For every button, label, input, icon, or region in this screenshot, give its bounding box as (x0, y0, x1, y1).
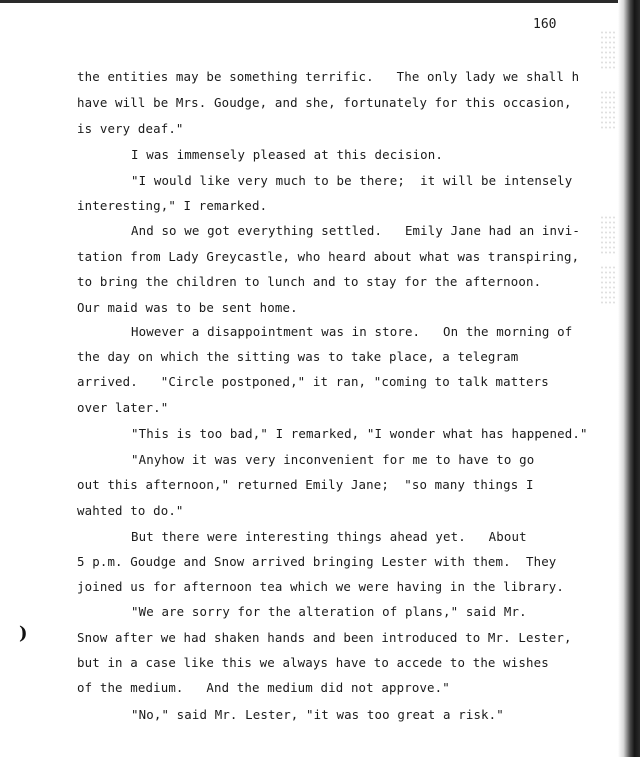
scan-speckle (600, 265, 616, 305)
text-line: I was immensely pleased at this decision. (131, 147, 444, 162)
text-line: "No," said Mr. Lester, "it was too great a risk." (131, 707, 504, 722)
text-line: "I would like very much to be there; it will be intensely (131, 173, 573, 188)
text-line: And so we got everything settled. Emily Jane had an invi- (131, 223, 580, 238)
text-line: joined us for afternoon tea which we were having in the library. (77, 579, 565, 594)
text-line: tation from Lady Greycastle, who heard about what was transpiring, (77, 249, 580, 264)
text-line: but in a case like this we always have to accede to the wishes (77, 655, 549, 670)
text-line: the day on which the sitting was to take place, a telegram (77, 349, 519, 364)
scan-speckle (600, 90, 616, 130)
text-line: "Anyhow it was very inconvenient for me to have to go (131, 452, 535, 467)
text-line: However a disappointment was in store. On the morning of (131, 324, 573, 339)
text-line: out this afternoon," returned Emily Jane; "so many things I (77, 477, 534, 492)
text-line: of the medium. And the medium did not approve." (77, 680, 450, 695)
scan-right-edge (618, 0, 640, 757)
text-line: Our maid was to be sent home. (77, 300, 298, 315)
text-line: "We are sorry for the alteration of plans," said Mr. (131, 604, 527, 619)
scan-speckle (600, 215, 616, 255)
text-line: wahted to do." (77, 503, 184, 518)
text-line: 5 p.m. Goudge and Snow arrived bringing Lester with them. They (77, 554, 557, 569)
text-line: over later." (77, 400, 169, 415)
text-line: is very deaf." (77, 121, 184, 136)
text-line: Snow after we had shaken hands and been introduced to Mr. Lester, (77, 630, 572, 645)
text-line: But there were interesting things ahead yet. About (131, 529, 527, 544)
scan-speckle (600, 30, 616, 70)
scan-top-edge (0, 0, 640, 3)
text-line: have will be Mrs. Goudge, and she, fortunately for this occasion, (77, 95, 572, 110)
text-line: "This is too bad," I remarked, "I wonder what has happened." (131, 426, 588, 441)
text-line: to bring the children to lunch and to stay for the afternoon. (77, 274, 542, 289)
text-line: interesting," I remarked. (77, 198, 268, 213)
margin-mark: ) (19, 623, 28, 644)
text-line: arrived. "Circle postponed," it ran, "coming to talk matters (77, 374, 549, 389)
page-number: 160 (533, 17, 557, 32)
text-line: the entities may be something terrific. The only lady we shall h (77, 69, 580, 84)
